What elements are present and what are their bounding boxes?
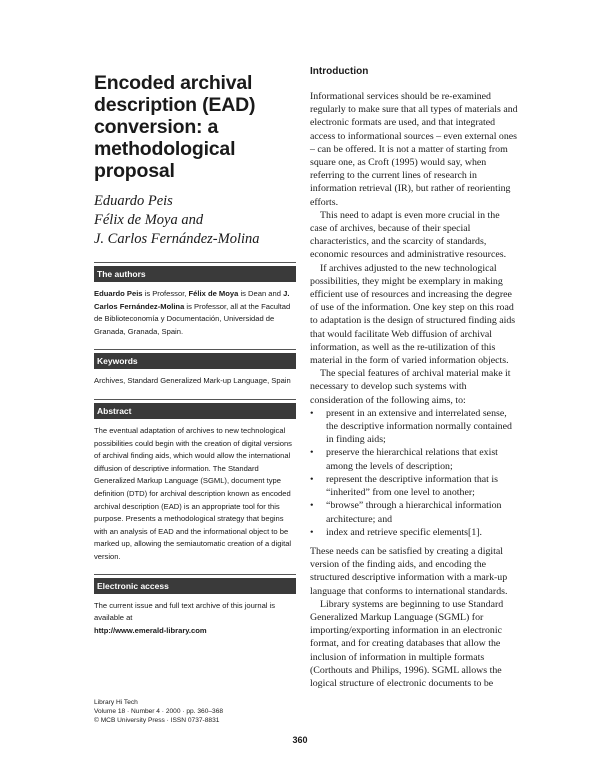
- list-item: • “browse” through a hierarchical information architecture; and: [310, 499, 518, 525]
- introduction-heading: Introduction: [310, 66, 369, 77]
- keywords-heading: Keywords: [94, 353, 296, 369]
- authors-section: [94, 262, 296, 338]
- list-item: • represent the descriptive information that is “inherited” from one level to another;: [310, 473, 518, 499]
- keywords-section: [94, 349, 296, 388]
- journal-publisher: © MCB University Press · ISSN 0737-8831: [94, 717, 220, 724]
- divider: [94, 399, 296, 400]
- author-affiliation: is Professor, all at the Facultad de Biblioteconomía y Documentación, Universidad de Granada, Granada, Spain.: [94, 301, 291, 336]
- title-line: conversion: a: [94, 116, 219, 138]
- left-column: [94, 72, 296, 637]
- list-item: • preserve the hierarchical relations that exist among the levels of description;: [310, 446, 518, 472]
- author-line: Félix de Moya and: [94, 212, 204, 228]
- paragraph: Library systems are beginning to use Standard Generalized Markup Language (SGML) for importing/exporting information in an electronic format, and for creating databases that allow the inclusion of information in multiple formats (Corthouts and Philips, 1996). SGML allows the logical structure of electronic documents to be: [310, 598, 504, 689]
- abstract-text: The eventual adaptation of archives to new technological possibilities could begin with the creation of digital versions of archival finding aids, which would allow the international diffusion of descriptive information. The Standard Generalized Markup Language (SGML), document type definition (DTD) for archival description known as encoded archival description (EAD) is an appropriate tool for this purpose. Presents a methodological strategy that begins with an analysis of EAD and the informational object to be marked up, allowing the semiautomatic creation of a digital version.: [94, 425, 292, 561]
- divider: [94, 574, 296, 575]
- page-number: 360: [292, 735, 308, 745]
- right-column: [310, 66, 518, 690]
- aims-list: [310, 407, 518, 539]
- electronic-access-heading: Electronic access: [94, 578, 296, 594]
- author-list: [94, 192, 296, 249]
- title-line: methodological: [94, 138, 236, 160]
- journal-volume: Volume 18 · Number 4 · 2000 · pp. 360–368: [94, 708, 224, 715]
- divider: [94, 262, 296, 263]
- list-item: • present in an extensive and interrelated sense, the descriptive information normally contained in finding aids;: [310, 407, 518, 447]
- divider: [94, 349, 296, 350]
- journal-footer: [94, 698, 223, 725]
- authors-text: [94, 288, 296, 338]
- abstract-section: [94, 399, 296, 564]
- paragraph: The special features of archival material make it necessary to develop such systems with consideration of the following aims, to:: [310, 368, 511, 406]
- list-item: • index and retrieve specific elements[1].: [310, 526, 518, 539]
- author-name: Eduardo Peis: [94, 289, 143, 298]
- electronic-access-section: [94, 574, 296, 638]
- title-line: description (EAD): [94, 94, 256, 116]
- paragraph: This need to adapt is even more crucial in the case of archives, because of their special characteristics, and the scarcity of standards, economic resources and administrative resources.: [310, 209, 507, 261]
- paragraph: If archives adjusted to the new technological possibilities, they might be exemplary in making efficient use of resources and increasing the degree of use of the information. One key step on this road to adaptation is the design of structured finding aids that would facilitate Web diffusion of archival information, as well as the re-utilization of this material in the form of varied information objects.: [310, 262, 516, 367]
- author-line: J. Carlos Fernández-Molina: [94, 231, 260, 247]
- abstract-heading: Abstract: [94, 403, 296, 419]
- title-line: proposal: [94, 160, 175, 182]
- electronic-access-text: The current issue and full text archive of this journal is available at: [94, 600, 276, 623]
- keywords-text: Archives, Standard Generalized Mark-up Language, Spain: [94, 376, 291, 386]
- article-title: [94, 72, 296, 182]
- journal-name: Library Hi Tech: [94, 699, 138, 706]
- title-line: Encoded archival: [94, 72, 253, 94]
- author-name: Félix de Moya: [188, 289, 239, 298]
- author-role: is Professor,: [142, 289, 189, 298]
- electronic-access-url[interactable]: http://www.emerald-library.com: [94, 625, 207, 635]
- author-line: Eduardo Peis: [94, 193, 173, 209]
- paragraph: These needs can be satisfied by creating a digital version of the finding aids, and encoding the structured descriptive information with a mark-up language that conforms to international standards.: [310, 545, 508, 597]
- paragraph: Informational services should be re-examined regularly to make sure that all types of materials and electronic formats are used, and that integrated access to informational sources – even external ones – can be offered. It is not a matter of starting from square one, as Croft (1995) would say, when referring to the current lines of research in information retrieval (IR), but rather of reorienting efforts.: [310, 91, 518, 208]
- authors-heading: The authors: [94, 266, 296, 282]
- author-name: J. Carlos Fernández-Molina: [94, 289, 290, 311]
- author-role: is Dean and: [238, 289, 284, 298]
